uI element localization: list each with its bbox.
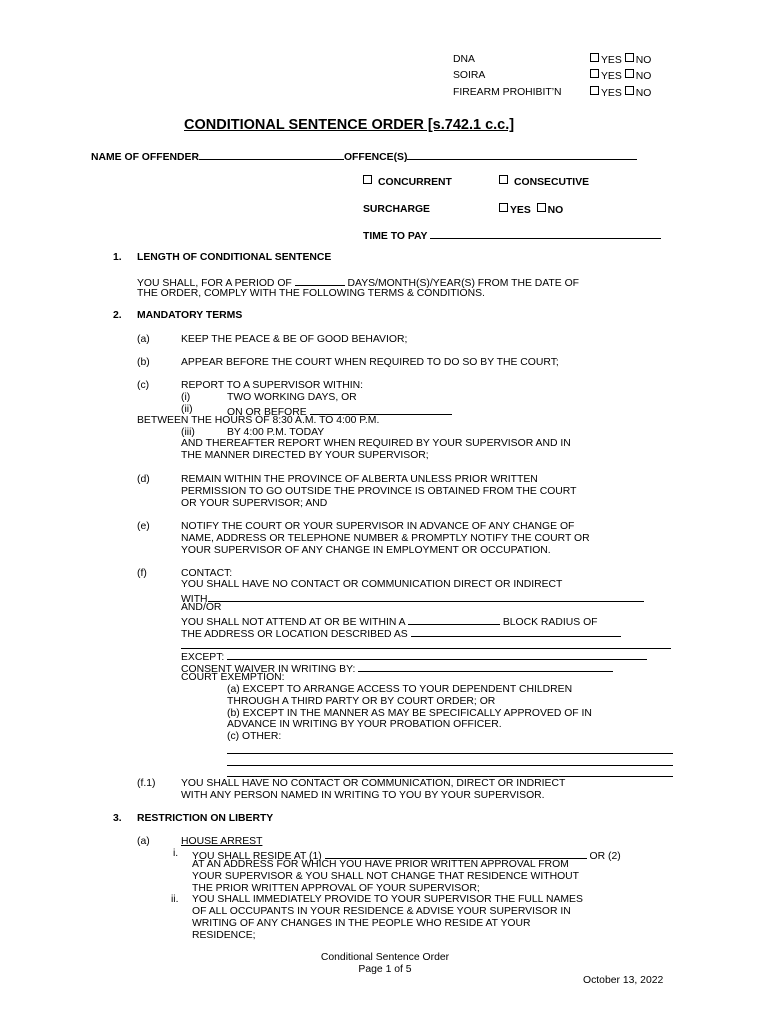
s2e-line2: NAME, ADDRESS OR TELEPHONE NUMBER & PROMPTLY NOTIFY THE COURT OR — [181, 533, 590, 544]
dna-label: DNA — [453, 54, 475, 65]
document-title: CONDITIONAL SENTENCE ORDER [s.742.1 c.c.] — [184, 117, 515, 133]
soira-no-checkbox[interactable] — [625, 69, 634, 78]
concurrent-option: CONCURRENT — [363, 176, 452, 189]
surcharge-options: YES NO — [499, 204, 563, 217]
s3a-ii-line2: OF ALL OCCUPANTS IN YOUR RESIDENCE & ADVISE YOUR SUPERVISOR IN — [192, 906, 571, 917]
concurrent-checkbox[interactable] — [363, 175, 372, 184]
soira-options: YES NO — [590, 70, 651, 83]
firearm-yes-checkbox[interactable] — [590, 86, 599, 95]
s2d-line3: OR YOUR SUPERVISOR; AND — [181, 498, 328, 509]
s2d-label: (d) — [137, 474, 150, 485]
other-line-2[interactable] — [227, 765, 673, 766]
time-to-pay-field[interactable] — [430, 228, 661, 239]
dna-no-checkbox[interactable] — [625, 53, 634, 62]
s3a-ii-line1: YOU SHALL IMMEDIATELY PROVIDE TO YOUR SUPERVISOR THE FULL NAMES — [192, 894, 583, 905]
firearm-no-checkbox[interactable] — [625, 86, 634, 95]
offender-line: NAME OF OFFENDER OFFENCE(S) — [91, 149, 637, 164]
soira-label: SOIRA — [453, 70, 486, 81]
s2f-andor: AND/OR — [181, 602, 222, 613]
s3a-i-line4: THE PRIOR WRITTEN APPROVAL OF YOUR SUPERVISOR; — [192, 883, 480, 894]
s2f-ex-b2: ADVANCE IN WRITING BY YOUR PROBATION OFFICER. — [227, 719, 502, 730]
s2f1-line1: YOU SHALL HAVE NO CONTACT OR COMMUNICATION, DIRECT OR INDRIECT — [181, 778, 566, 789]
surcharge-no-checkbox[interactable] — [537, 203, 546, 212]
s2c-between: BETWEEN THE HOURS OF 8:30 A.M. TO 4:00 P.M. — [137, 415, 380, 426]
s2e-line1: NOTIFY THE COURT OR YOUR SUPERVISOR IN ADVANCE OF ANY CHANGE OF — [181, 521, 575, 532]
s3a-label: (a) — [137, 836, 150, 847]
s3a-ii-label: ii. — [171, 894, 179, 905]
s2f-waiver-line: CONSENT WAIVER IN WRITING BY: — [181, 661, 613, 676]
surcharge-yes-checkbox[interactable] — [499, 203, 508, 212]
address-field[interactable] — [411, 626, 621, 637]
s2f-label: (f) — [137, 568, 147, 579]
offender-name-field[interactable] — [199, 149, 344, 160]
s2f-exemption: COURT EXEMPTION: — [181, 672, 285, 683]
surcharge-label: SURCHARGE — [363, 204, 430, 215]
s2a-label: (a) — [137, 334, 150, 345]
consecutive-option: CONSECUTIVE — [499, 176, 589, 189]
s3-num: 3. — [113, 813, 122, 824]
s2f1-line2: WITH ANY PERSON NAMED IN WRITING TO YOU BY YOUR SUPERVISOR. — [181, 790, 545, 801]
other-line-3[interactable] — [227, 776, 673, 777]
s2c-ii-label: (ii) — [181, 404, 193, 415]
block-radius-field[interactable] — [408, 614, 500, 625]
s2c-iii-label: (iii) — [181, 427, 195, 438]
s2c-label: (c) — [137, 380, 150, 391]
offence-field[interactable] — [407, 149, 637, 160]
s2c-ii-line: ON OR BEFORE — [227, 404, 452, 419]
s2c-i-text: TWO WORKING DAYS, OR — [227, 392, 357, 403]
waiver-field[interactable] — [358, 661, 613, 672]
s2f-attend-line: YOU SHALL NOT ATTEND AT OR BE WITHIN A BLOCK RADIUS OF — [181, 614, 598, 629]
consecutive-checkbox[interactable] — [499, 175, 508, 184]
s2f-except-line: EXCEPT: — [181, 649, 647, 664]
footer-date: October 13, 2022 — [583, 975, 664, 986]
s3a-i-line1: YOU SHALL RESIDE AT (1) OR (2) — [192, 848, 621, 863]
s2f-ex-c: (c) OTHER: — [227, 731, 282, 742]
s2f-ex-b1: (b) EXCEPT IN THE MANNER AS MAY BE SPECIFICALLY APPROVED OF IN — [227, 708, 592, 719]
s2c-after2: THE MANNER DIRECTED BY YOUR SUPERVISOR; — [181, 450, 429, 461]
s3a-i-line2: AT AN ADDRESS FOR WHICH YOU HAVE PRIOR WRITTEN APPROVAL FROM — [192, 859, 569, 870]
footer-page: Page 1 of 5 — [358, 964, 412, 975]
s2e-line3: YOUR SUPERVISOR OF ANY CHANGE IN EMPLOYMENT OR OCCUPATION. — [181, 545, 551, 556]
s2b-label: (b) — [137, 357, 150, 368]
other-line-1[interactable] — [227, 753, 673, 754]
s2f-contact: CONTACT: — [181, 568, 233, 579]
s2f-address-line: THE ADDRESS OR LOCATION DESCRIBED AS — [181, 626, 621, 641]
s3a-i-line3: YOUR SUPERVISOR & YOU SHALL NOT CHANGE THAT RESIDENCE WITHOUT — [192, 871, 580, 882]
no-contact-with-field[interactable] — [208, 591, 644, 602]
s2d-line2: PERMISSION TO GO OUTSIDE THE PROVINCE IS OBTAINED FROM THE COURT — [181, 486, 577, 497]
s3a-ii-line4: RESIDENCE; — [192, 930, 256, 941]
s1-line1: YOU SHALL, FOR A PERIOD OF DAYS/MONTH(S)/YEAR(S) FROM THE DATE OF — [137, 275, 579, 290]
dna-yes-checkbox[interactable] — [590, 53, 599, 62]
s2f1-label: (f.1) — [137, 778, 156, 789]
period-field[interactable] — [295, 275, 345, 286]
s2c-iii-text: BY 4:00 P.M. TODAY — [227, 427, 325, 438]
s2f-with-line: WITH — [181, 591, 644, 606]
s1-num: 1. — [113, 252, 122, 263]
except-field[interactable] — [227, 649, 647, 660]
firearm-options: YES NO — [590, 87, 651, 100]
dna-options: YES NO — [590, 54, 651, 67]
firearm-label: FIREARM PROHIBIT’N — [453, 87, 562, 98]
s1-heading: LENGTH OF CONDITIONAL SENTENCE — [137, 252, 332, 263]
report-date-field[interactable] — [310, 404, 452, 415]
s2-num: 2. — [113, 310, 122, 321]
s2c-i-label: (i) — [181, 392, 191, 403]
s2a-text: KEEP THE PEACE & BE OF GOOD BEHAVIOR; — [181, 334, 408, 345]
s2e-label: (e) — [137, 521, 150, 532]
time-to-pay-line: TIME TO PAY — [363, 228, 661, 243]
s2-heading: MANDATORY TERMS — [137, 310, 243, 321]
s3-heading: RESTRICTION ON LIBERTY — [137, 813, 274, 824]
s2f-line1: YOU SHALL HAVE NO CONTACT OR COMMUNICATION DIRECT OR INDIRECT — [181, 579, 563, 590]
s2f-ex-a2: THROUGH A THIRD PARTY OR BY COURT ORDER; OR — [227, 696, 496, 707]
footer-doc-name: Conditional Sentence Order — [320, 952, 450, 963]
residence-field[interactable] — [325, 848, 587, 859]
soira-yes-checkbox[interactable] — [590, 69, 599, 78]
s1-line2: THE ORDER, COMPLY WITH THE FOLLOWING TERMS & CONDITIONS. — [137, 288, 485, 299]
s2d-line1: REMAIN WITHIN THE PROVINCE OF ALBERTA UNLESS PRIOR WRITTEN — [181, 474, 538, 485]
s2c-after1: AND THEREAFTER REPORT WHEN REQUIRED BY YOUR SUPERVISOR AND IN — [181, 438, 571, 449]
s2b-text: APPEAR BEFORE THE COURT WHEN REQUIRED TO DO SO BY THE COURT; — [181, 357, 559, 368]
s3a-house-arrest: HOUSE ARREST — [181, 836, 263, 847]
s3a-ii-line3: WRITING OF ANY CHANGES IN THE PEOPLE WHO RESIDE AT YOUR — [192, 918, 531, 929]
s2f-ex-a1: (a) EXCEPT TO ARRANGE ACCESS TO YOUR DEPENDENT CHILDREN — [227, 684, 573, 695]
s2c-line1: REPORT TO A SUPERVISOR WITHIN: — [181, 380, 364, 391]
s3a-i-label: i. — [173, 848, 179, 859]
